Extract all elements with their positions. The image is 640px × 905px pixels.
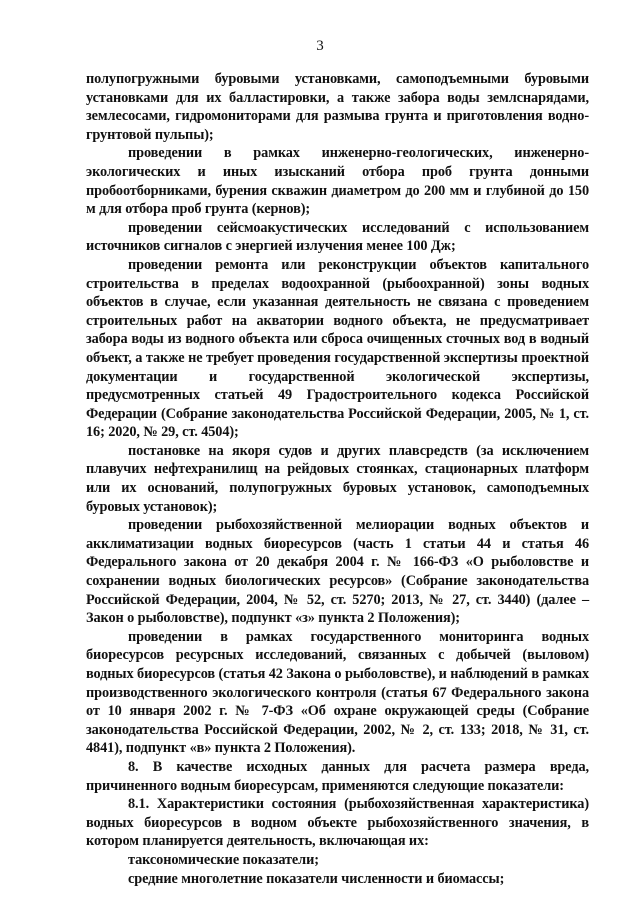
- paragraph-melioration: проведении рыбохозяйственной мелиорации водных объектов и акклиматизации водных биоресурсов (часть 1 статьи 44 и статья 46 Федерального закона от 20 декабря 2004 г. № 166-ФЗ «О рыболовстве и сохранении водных биологических ресурсов» (Собрание законодательства Российской Федерации, 2004, № 52, ст. 5270; 2013, № 27, ст. 3440) (далее – Закон о рыболовстве), подпункт «з» пункта 2 Положения);: [86, 517, 589, 627]
- paragraph-taxonomic: таксономические показатели;: [128, 851, 319, 868]
- paragraph-repair-reconstruction: проведении ремонта или реконструкции объектов капитального строительства в пределах водоохранной (рыбоохранной) зоны водных объектов в случае, если указанная деятельность не связана с проведением строительных работ на акватории водного объекта, не предусматривает забора воды из водного объекта или сброса очищенных сточных вод в водный объект, а также не требует проведения государственной экспертизы проектной документации и государственной экологической экспертизы, предусмотренных статьей 49 Градостроительного кодекса Российской Федерации (Собрание законодательства Российской Федерации, 2005, № 1, ст. 16; 2020, № 29, ст. 4504);: [86, 256, 589, 441]
- paragraph-seismoacoustic: проведении сейсмоакустических исследований с использованием источников сигналов с энергией излучения менее 100 Дж;: [86, 219, 589, 255]
- paragraph-monitoring: проведении в рамках государственного мониторинга водных биоресурсов ресурсных исследований, связанных с добычей (выловом) водных биоресурсов (статья 42 Закона о рыболовстве), и наблюдений в рамках производственного экологического контроля (статья 67 Федерального закона от 10 января 2002 г. № 7-ФЗ «Об охране окружающей среды (Собрание законодательства Российской Федерации, 2002, № 2, ст. 133; 2018, № 31, ст. 4841), подпункт «в» пункта 2 Положения).: [86, 628, 589, 757]
- page-number: 3: [316, 38, 324, 54]
- paragraph-item-8-1: 8.1. Характеристики состояния (рыбохозяйственная характеристика) водных биоресурсов в водном объекте рыбохозяйственного значения, в котором планируется деятельность, включающая их:: [86, 796, 589, 850]
- paragraph-anchoring: постановке на якоря судов и других плавсредств (за исключением плавучих нефтехранилищ на рейдовых стоянках, стационарных платформ или их оснований, полупогружных буровых установок, самоподъемных буровых установок);: [86, 442, 589, 515]
- paragraph-engineering-surveys: проведении в рамках инженерно-геологических, инженерно-экологических и иных изысканий отбора проб грунта донными пробоотборниками, бурения скважин диаметром до 200 мм и глубиной до 150 м для отбора проб грунта (кернов);: [86, 145, 589, 218]
- document-body: [86, 70, 589, 888]
- paragraph-average-indicators: средние многолетние показатели численности и биомассы;: [128, 870, 505, 887]
- paragraph-item-8: 8. В качестве исходных данных для расчета размера вреда, причиненного водным биоресурсам, применяются следующие показатели:: [86, 758, 589, 794]
- paragraph-continuation: полупогружными буровыми установками, самоподъемными буровыми установками для их балластировки, а также забора воды землснарядами, землесосами, гидромониторами для размыва грунта и приготовления водно-грунтовой пульпы);: [86, 71, 589, 143]
